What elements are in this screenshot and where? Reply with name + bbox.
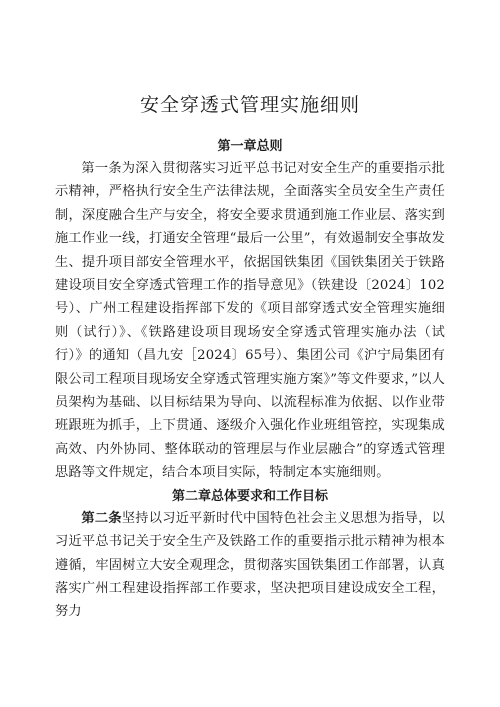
chapter-2-heading: 第二章总体要求和工作目标 xyxy=(171,488,328,504)
article-2-lead: 第二条 xyxy=(81,510,122,526)
chapter-1-heading: 第一章总则 xyxy=(217,139,283,154)
article-2-paragraph xyxy=(55,507,445,624)
document-title: 安全穿透式管理实施细则 xyxy=(139,94,360,116)
article-1-paragraph: 第一条为深入贯彻落实习近平总书记对安全生产的重要指示批示精神，严格执行安全生产法律法规，全面落实全员安全生产责任制，深度融合生产与安全，将安全要求贯通到施工作业层、落实到施工作业一线，打通安全管理“最后一公里”，有效遏制安全事故发生、提升项目部安全管理水平，依据国铁集团《国铁集团关于铁路建设项目安全穿透式管理工作的指导意见》（铁建设〔2024〕102号）、广州工程建设指挥部下发的《项目部穿透式安全管理实施细则（试行）》、《铁路建设项目现场安全穿透式管理实施办法（试行）》的通知（昌九安［2024〕65号）、集团公司《沪宁局集团有限公司工程项目现场安全穿透式管理实施方案》”等文件要求，”以人员架构为基础、以目标结果为导向、以流程标准为依据、以作业带班跟班为抓手，上下贯通、逐级介入强化作业班组管控，实现集成高效、内外协同、整体联动的管理层与作业层融合”的穿透式管理思路等文件规定，结合本项目实际，特制定本实施细则。 xyxy=(55,161,445,481)
article-2-text: 坚持以习近平新时代中国特色社会主义思想为指导，以习近平总书记关于安全生产及铁路工作的重要指示批示精神为根本遵循，牢固树立大安全观理念，贯彻落实国铁集团工作部署，认真落实广州工程建设指挥部工作要求，坚决把项目建设成安全工程，努力 xyxy=(55,510,445,620)
